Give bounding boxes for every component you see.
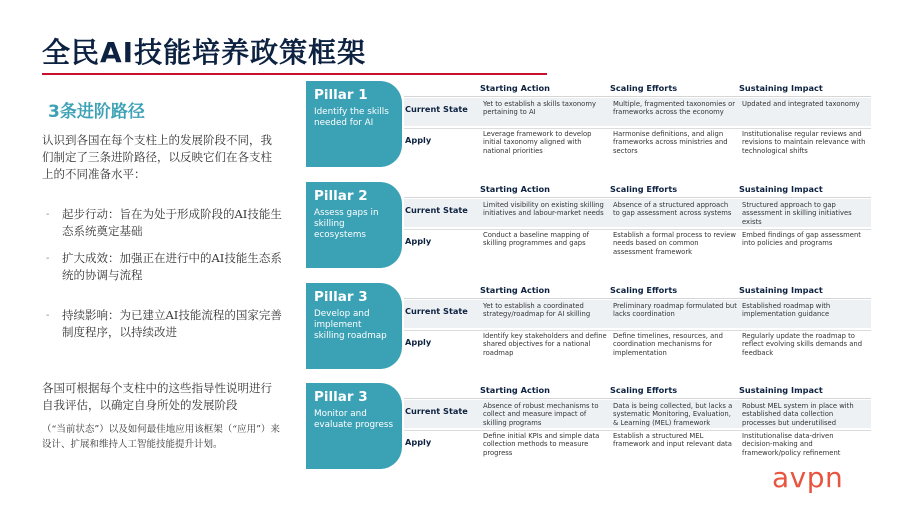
pillar-badge (306, 182, 402, 268)
small-note: （“当前状态”）以及如何最佳地应用该框架（“应用”）来设计、扩展和维持人工智能技能提升计划。 (42, 424, 280, 450)
column-header: Sustaining Impact (739, 83, 823, 93)
table-cell: Absence of a structured approach to gap assessment across systems (613, 201, 732, 218)
pillar-description: Develop and implement skilling roadmap (314, 309, 387, 341)
bullet-item (42, 307, 282, 341)
pillar-badge (306, 283, 402, 369)
bullet-dash: - (46, 253, 50, 264)
table-cell: Conduct a baseline mapping of skilling programmes and gaps (483, 231, 589, 248)
table-cell: Preliminary roadmap formulated but lacks coordination (613, 302, 737, 319)
row-label-current-state: Current State (405, 406, 468, 416)
row-label-apply: Apply (405, 236, 432, 246)
row-divider (404, 430, 871, 431)
table-cell: Data is being collected, but lacks a systematic Monitoring, Evaluation, & Learning (MEL) framework (613, 402, 733, 427)
row-label-current-state: Current State (405, 205, 468, 215)
pillar-description: Monitor and evaluate progress (314, 409, 394, 430)
table-cell: Define timelines, resources, and coordination mechanisms for implementation (613, 332, 723, 357)
header-divider (404, 96, 871, 97)
bullet-item (42, 206, 282, 240)
bullet-dash: - (46, 310, 50, 321)
column-header: Scaling Efforts (610, 83, 678, 93)
column-header: Scaling Efforts (610, 285, 678, 295)
row-label-current-state: Current State (405, 306, 468, 316)
row-divider (404, 229, 871, 230)
pillar-block (306, 381, 871, 473)
table-cell: Institutionalise regular reviews and revisions to maintain relevance with technological shifts (742, 130, 866, 155)
pillar-description: Assess gaps in skilling ecosystems (314, 208, 379, 240)
column-header: Sustaining Impact (739, 285, 823, 295)
row-label-apply: Apply (405, 437, 432, 447)
page-title: 全民AI技能培养政策框架 (42, 36, 367, 69)
title-underline (42, 73, 547, 75)
column-header: Starting Action (480, 285, 550, 295)
pillar-description: Identify the skills needed for AI (314, 107, 389, 128)
pillar-block (306, 281, 871, 373)
pillar-block (306, 180, 871, 272)
table-cell: Structured approach to gap assessment in skilling initiatives exists (742, 201, 852, 226)
bullet-item (42, 250, 282, 284)
table-cell: Establish a structured MEL framework and input relevant data (613, 432, 732, 449)
column-header: Sustaining Impact (739, 385, 823, 395)
row-label-current-state: Current State (405, 104, 468, 114)
table-cell: Establish a formal process to review needs based on common assessment framework (613, 231, 736, 256)
bullet-dash: - (46, 209, 50, 220)
header-divider (404, 298, 871, 299)
pillar-name: Pillar 3 (314, 289, 368, 305)
header-divider (404, 398, 871, 399)
table-cell: Leverage framework to develop initial taxonomy aligned with national priorities (483, 130, 592, 155)
table-cell: Limited visibility on existing skilling initiatives and labour-market needs (483, 201, 604, 218)
pillar-name: Pillar 2 (314, 188, 368, 204)
table-cell: Regularly update the roadmap to reflect evolving skills demands and feedback (742, 332, 863, 357)
table-cell: Absence of robust mechanisms to collect and measure impact of skilling programs (483, 402, 599, 427)
table-cell: Established roadmap with implementation guidance (742, 302, 831, 319)
table-cell: Embed findings of gap assessment into policies and programs (742, 231, 861, 248)
column-header: Starting Action (480, 184, 550, 194)
row-divider (404, 330, 871, 331)
row-divider (404, 128, 871, 129)
column-header: Starting Action (480, 385, 550, 395)
row-label-apply: Apply (405, 135, 432, 145)
table-cell: Define initial KPIs and simple data collection methods to measure progress (483, 432, 600, 457)
section-subtitle: 3条进阶路径 (48, 102, 145, 122)
pillar-name: Pillar 3 (314, 389, 368, 405)
table-cell: Institutionalise data-driven decision-making and framework/policy refinement (742, 432, 841, 457)
table-cell: Yet to establish a coordinated strategy/roadmap for AI skilling (483, 302, 591, 319)
pillar-name: Pillar 1 (314, 87, 368, 103)
column-header: Scaling Efforts (610, 385, 678, 395)
bullet-text: 起步行动：旨在为处于形成阶段的AI技能生态系统奠定基础 (62, 207, 282, 238)
column-header: Scaling Efforts (610, 184, 678, 194)
avpn-logo-text: avpn (772, 461, 844, 493)
table-cell: Updated and integrated taxonomy (742, 100, 860, 108)
pillar-badge (306, 383, 402, 469)
avpn-logo (772, 461, 862, 493)
table-cell: Multiple, fragmented taxonomies or frameworks across the economy (613, 100, 736, 117)
intro-paragraph: 认识到各国在每个支柱上的发展阶段不同，我们制定了三条进阶路径，以反映它们在各支柱上的不同准备水平： (42, 133, 272, 181)
pillar-block (306, 79, 871, 171)
self-assess-paragraph: 各国可根据每个支柱中的这些指导性说明进行自我评估，以确定自身所处的发展阶段 (42, 381, 272, 412)
bullet-text: 扩大成效：加强正在进行中的AI技能生态系统的协调与流程 (62, 251, 282, 282)
table-cell: Harmonise definitions, and align frameworks across ministries and sectors (613, 130, 728, 155)
pillar-badge (306, 81, 402, 167)
table-cell: Identify key stakeholders and define shared objectives for a national roadmap (483, 332, 607, 357)
column-header: Starting Action (480, 83, 550, 93)
header-divider (404, 197, 871, 198)
bullet-text: 持续影响：为已建立AI技能流程的国家完善制度程序，以持续改进 (62, 308, 282, 339)
row-label-apply: Apply (405, 337, 432, 347)
table-cell: Robust MEL system in place with established data collection processes but underutilised (742, 402, 854, 427)
table-cell: Yet to establish a skills taxonomy pertaining to AI (483, 100, 596, 117)
column-header: Sustaining Impact (739, 184, 823, 194)
